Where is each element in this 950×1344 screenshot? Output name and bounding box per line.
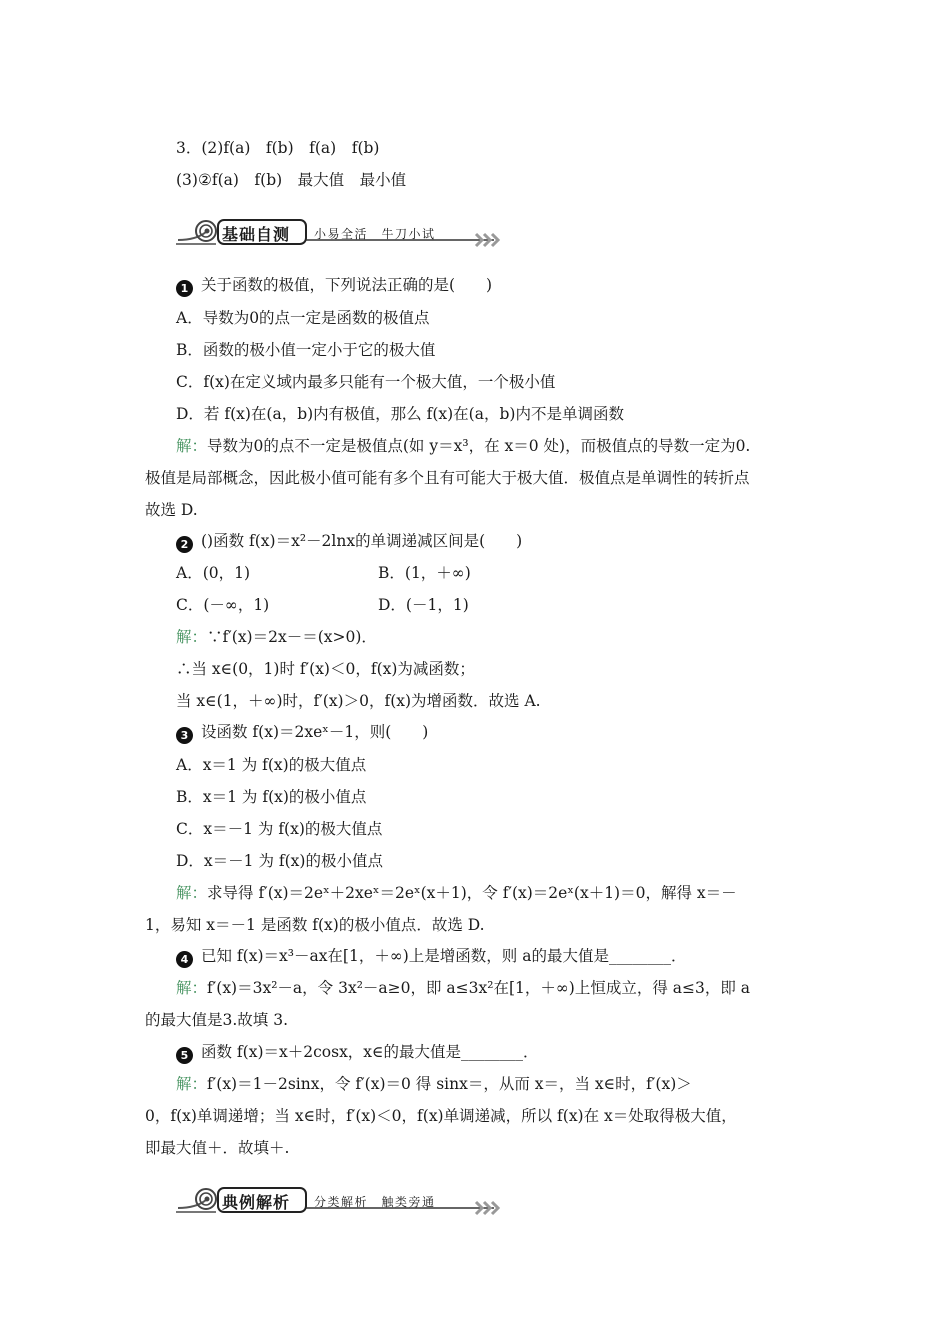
- option-d: D．(－1，1): [378, 596, 469, 614]
- solution-text: ∵f′(x)＝2x－＝(x>0)．: [207, 628, 377, 646]
- question-text: 设函数 f(x)＝2xeˣ－1，则( ): [201, 723, 429, 741]
- question-number-badge: 1: [176, 280, 193, 297]
- question-3-stem: [176, 721, 428, 744]
- question-2-stem: [176, 530, 522, 553]
- solution-label: 解：: [176, 884, 208, 902]
- option-d: D．x＝－1 为 f(x)的极小值点: [176, 852, 383, 870]
- solution-line: 1，易知 x＝－1 是函数 f(x)的极小值点．故选 D.: [145, 916, 485, 934]
- solution-line: ∴当 x∈(0，1)时 f′(x)＜0，f(x)为减函数；: [176, 660, 475, 678]
- solution-line: 即最大值＋．故填＋.: [145, 1139, 290, 1157]
- option-b: B．函数的极小值一定小于它的极大值: [176, 341, 436, 359]
- question-1-stem: [176, 274, 492, 297]
- question-number-badge: 5: [176, 1047, 193, 1064]
- option-c: C．f(x)在定义域内最多只能有一个极大值，一个极小值: [176, 373, 556, 391]
- question-text: 关于函数的极值，下列说法正确的是( ): [201, 276, 493, 294]
- solution-line: 当 x∈(1，＋∞)时，f′(x)＞0，f(x)为增函数．故选 A.: [176, 692, 541, 710]
- solution-label: 解：: [176, 1075, 208, 1093]
- solution-line: [176, 435, 750, 457]
- option-c: C．x＝－1 为 f(x)的极大值点: [176, 820, 383, 838]
- section-banner-examples: [176, 1186, 516, 1220]
- answer-line-1: 3．(2)f(a) f(b) f(a) f(b): [176, 139, 380, 157]
- solution-label: 解：: [176, 979, 208, 997]
- banner-subtitle: 分类解析 触类旁通: [314, 1195, 436, 1209]
- solution-line: [176, 977, 750, 999]
- section-banner-basic: [176, 218, 516, 252]
- solution-line: 的最大值是3.故填 3.: [145, 1011, 289, 1029]
- solution-text: 导数为0的点不一定是极值点(如 y＝x³，在 x＝0 处)，而极值点的导数一定为0.: [207, 437, 751, 455]
- banner-subtitle: 小易全活 牛刀小试: [314, 227, 436, 241]
- solution-line: [176, 626, 377, 648]
- option-d: D．若 f(x)在(a，b)内有极值，那么 f(x)在(a，b)内不是单调函数: [176, 405, 624, 423]
- option-c: C．(－∞，1): [176, 596, 270, 614]
- question-text: 函数 f(x)＝x＋2cosx，x∈的最大值是________．: [201, 1043, 539, 1061]
- question-number-badge: 2: [176, 536, 193, 553]
- option-b: B．x＝1 为 f(x)的极小值点: [176, 788, 367, 806]
- question-number-badge: 3: [176, 727, 193, 744]
- banner-title: 基础自测: [222, 225, 291, 244]
- question-text: 已知 f(x)＝x³－ax在[1，＋∞)上是增函数，则 a的最大值是________．: [201, 947, 687, 965]
- option-b: B．(1，＋∞): [378, 564, 471, 582]
- question-number-badge: 4: [176, 951, 193, 968]
- question-5-stem: [176, 1041, 539, 1064]
- question-4-stem: [176, 945, 686, 968]
- option-a: A．x＝1 为 f(x)的极大值点: [176, 756, 367, 774]
- solution-line: 极值是局部概念，因此极小值可能有多个且有可能大于极大值．极值点是单调性的转折点: [145, 469, 750, 487]
- option-a: A．导数为0的点一定是函数的极值点: [176, 309, 430, 327]
- solution-line: [176, 1073, 692, 1095]
- question-text: ()函数 f(x)＝x²－2lnx的单调递减区间是( ): [201, 532, 523, 550]
- solution-text: f′(x)＝3x²－a，令 3x²－a≥0，即 a≤3x²在[1，＋∞)上恒成立，得 a≤3，即 a: [207, 979, 751, 997]
- solution-text: 求导得 f′(x)＝2eˣ＋2xeˣ＝2eˣ(x＋1)，令 f′(x)＝2eˣ(x＋1)＝0，解得 x＝－: [207, 884, 737, 902]
- solution-label: 解：: [176, 628, 208, 646]
- answer-line-2: (3)②f(a) f(b) 最大值 最小值: [176, 171, 407, 189]
- solution-line: 故选 D.: [145, 501, 198, 519]
- solution-line: [176, 882, 737, 904]
- option-a: A．(0，1): [176, 564, 251, 582]
- solution-text: f′(x)＝1－2sinx，令 f′(x)＝0 得 sinx＝，从而 x＝，当 x∈时，f′(x)＞: [207, 1075, 692, 1093]
- banner-title: 典例解析: [222, 1193, 291, 1212]
- solution-line: 0，f(x)单调递增；当 x∈时，f′(x)＜0，f(x)单调递减，所以 f(x)在 x＝处取得极大值，: [145, 1107, 737, 1125]
- solution-label: 解：: [176, 437, 208, 455]
